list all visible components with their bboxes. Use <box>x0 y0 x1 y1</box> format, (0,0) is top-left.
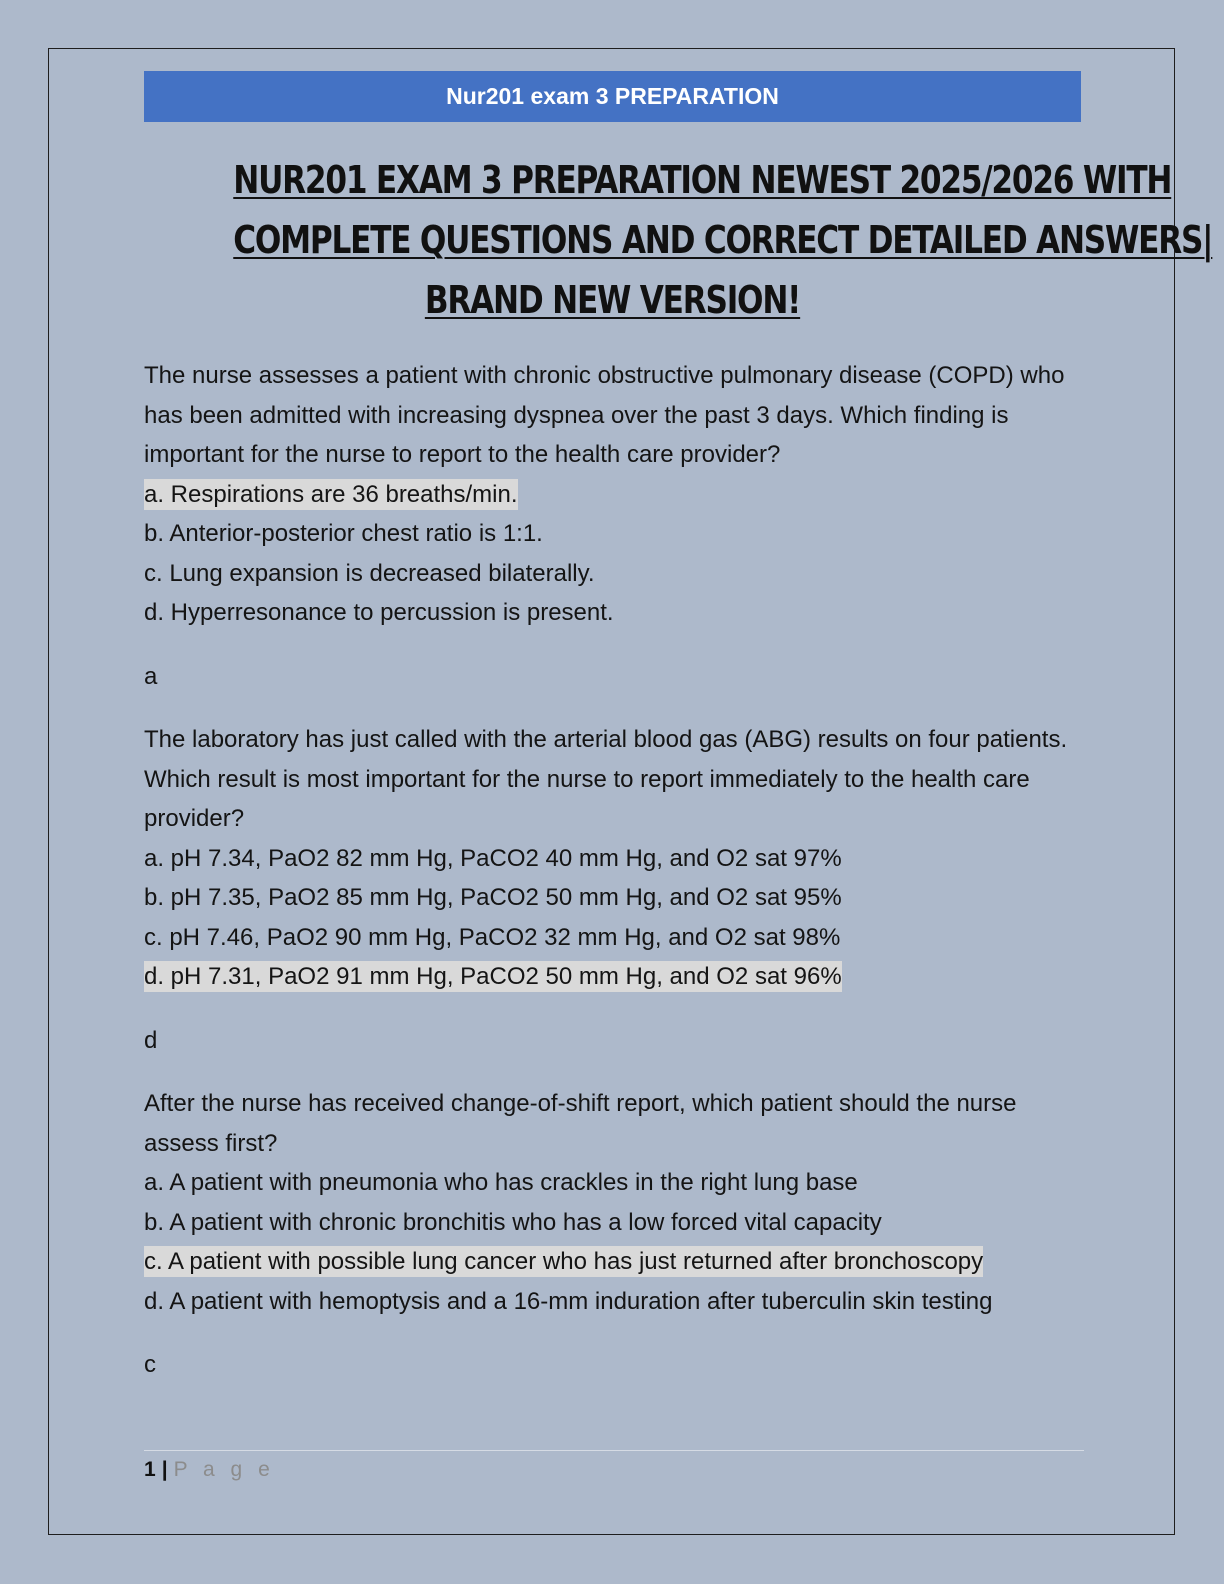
footer-separator: | <box>161 1458 168 1481</box>
footer-divider <box>144 1450 1084 1451</box>
option-text: d. Hyperresonance to percussion is present. <box>144 599 614 626</box>
answer-option <box>144 918 1094 958</box>
option-text: d. pH 7.31, PaO2 91 mm Hg, PaCO2 50 mm Hg, and O2 sat 96% <box>144 963 842 990</box>
answer-option <box>144 878 1094 918</box>
title-line: COMPLETE QUESTIONS AND CORRECT DETAILED ANSWERS| <box>233 218 1213 262</box>
page-number: 1 <box>144 1458 156 1481</box>
answer-option <box>144 1203 1094 1243</box>
option-text: c. Lung expansion is decreased bilaterally. <box>144 559 595 587</box>
option-text: b. Anterior-posterior chest ratio is 1:1. <box>144 520 543 547</box>
question-list <box>144 356 1094 1409</box>
option-text: b. pH 7.35, PaO2 85 mm Hg, PaCO2 50 mm Hg, and O2 sat 95% <box>144 884 842 911</box>
answer-option <box>144 1163 1094 1203</box>
answer-option <box>144 554 1094 594</box>
option-text: a. Respirations are 36 breaths/min. <box>144 480 518 508</box>
title-line: BRAND NEW VERSION! <box>424 278 801 322</box>
document-header-label: Nur201 exam 3 PREPARATION <box>446 83 779 109</box>
question-stem: The nurse assesses a patient with chronic obstructive pulmonary disease (COPD) who has been admitted with increasing dyspnea over the past 3 days. Which finding is important for the nurse to report to the health care provider? <box>144 362 1065 468</box>
answer-option-highlighted <box>144 1242 1094 1282</box>
option-text: c. A patient with possible lung cancer who has just returned after bronchoscopy <box>144 1248 984 1275</box>
question-block <box>144 1084 1094 1385</box>
answer-option <box>144 839 1094 879</box>
question-block <box>144 356 1094 696</box>
title-line: NUR201 EXAM 3 PREPARATION NEWEST 2025/2026 WITH <box>233 158 1172 202</box>
answer-option-highlighted <box>144 957 1094 997</box>
page-label: P a g e <box>173 1458 275 1481</box>
page-footer <box>144 1456 275 1484</box>
question-stem: After the nurse has received change-of-shift report, which patient should the nurse assess first? <box>144 1090 1017 1157</box>
correct-answer: c <box>144 1351 156 1378</box>
option-text: a. A patient with pneumonia who has crackles in the right lung base <box>144 1169 858 1196</box>
document-title <box>233 150 1213 330</box>
answer-option <box>144 514 1094 554</box>
answer-option-highlighted <box>144 475 1094 515</box>
correct-answer: a <box>144 662 158 690</box>
question-block <box>144 720 1094 1060</box>
question-stem: The laboratory has just called with the arterial blood gas (ABG) results on four patients. Which result is most important for the nurse to report immediately to the health care provider? <box>144 726 1068 832</box>
correct-answer: d <box>144 1026 158 1054</box>
document-header <box>144 71 1081 122</box>
option-text: a. pH 7.34, PaO2 82 mm Hg, PaCO2 40 mm Hg, and O2 sat 97% <box>144 844 842 872</box>
answer-option <box>144 1282 1094 1322</box>
option-text: b. A patient with chronic bronchitis who has a low forced vital capacity <box>144 1208 882 1236</box>
option-text: c. pH 7.46, PaO2 90 mm Hg, PaCO2 32 mm Hg, and O2 sat 98% <box>144 923 841 951</box>
answer-option <box>144 593 1094 633</box>
option-text: d. A patient with hemoptysis and a 16-mm induration after tuberculin skin testing <box>144 1287 993 1315</box>
